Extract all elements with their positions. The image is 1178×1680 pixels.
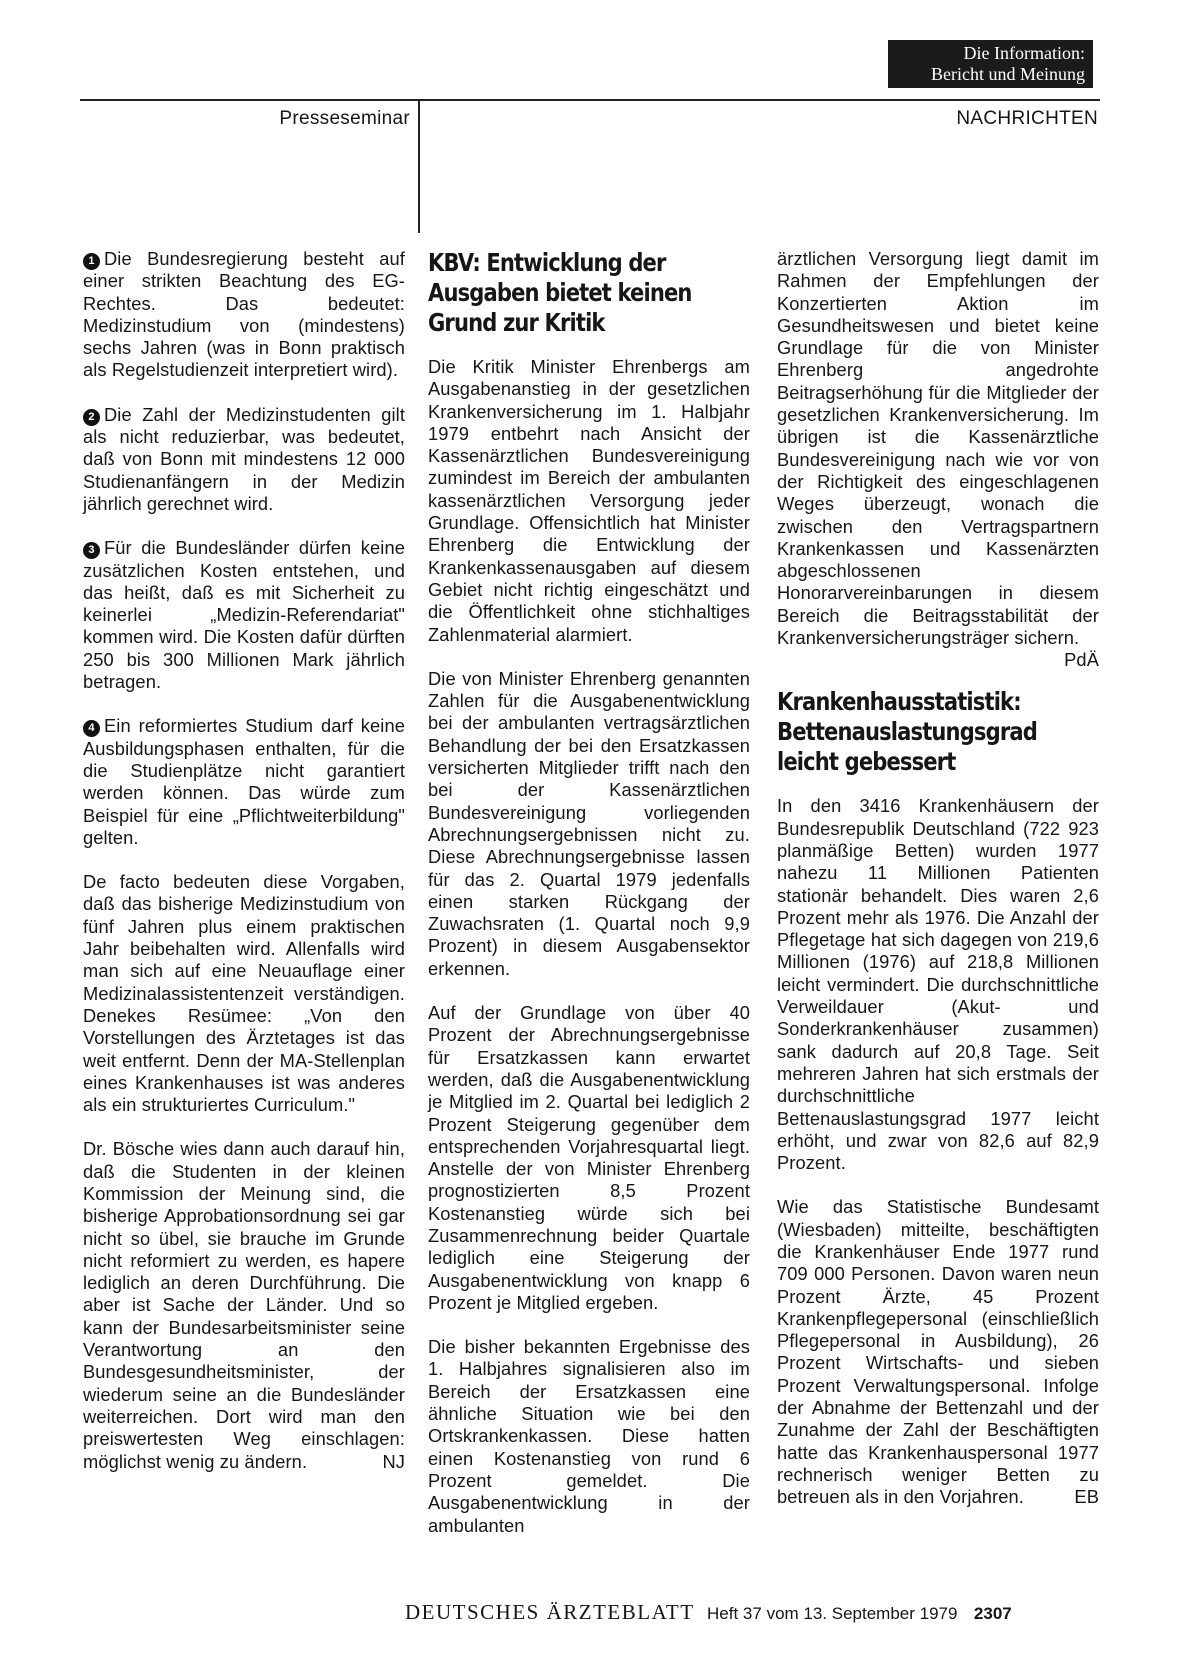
- body-paragraph: [83, 1138, 405, 1472]
- list-item-text: Ein reformiertes Studium darf keine Ausbildungsphasen enthalten, für die die Studienplätze nicht garantiert werden können. Das würde zum Beispiel für eine „Pflichtweiterbildung" gelten.: [83, 715, 405, 848]
- number-bullet-icon: 3: [83, 542, 100, 559]
- page-footer: [405, 1600, 1097, 1626]
- body-paragraph: De facto bedeuten diese Vorgaben, daß das bisherige Medizinstudium von fünf Jahren plus einem praktischen Jahr beibehalten wird. Allenfalls wird man sich auf eine Neuauflage einer Medizinalassistentenzeit verständigen. Denekes Resümee: „Von den Vorstellungen des Ärztetages ist das weit entfernt. Denn der MA-Stellenplan eines Krankenhauses ist was anderes als ein strukturiertes Curriculum.": [83, 871, 405, 1116]
- list-item: [83, 715, 405, 849]
- issue-info: Heft 37 vom 13. September 1979: [707, 1604, 958, 1623]
- section-label-right: NACHRICHTEN: [956, 108, 1098, 129]
- article-headline: Krankenhausstatistik: Bettenauslastungsgrad leicht gebessert: [777, 687, 1037, 777]
- header-rule: [80, 99, 1100, 101]
- body-paragraph: [777, 248, 1099, 671]
- list-item-text: Die Zahl der Medizinstudenten gilt als nicht reduzierbar, was bedeutet, daß von Bonn mit mindestens 12 000 Studienanfängern in der Medizin jährlich gerechnet wird.: [83, 403, 405, 514]
- page-number: 2307: [973, 1604, 1012, 1623]
- section-badge: [888, 40, 1093, 88]
- body-paragraph: In den 3416 Krankenhäusern der Bundesrepublik Deutschland (722 923 planmäßige Betten) wurden 1977 nahezu 11 Millionen Patienten stationär behandelt. Dies waren 2,6 Prozent mehr als 1976. Die Anzahl der Pflegetage hat sich dagegen von 219,6 Millionen (1976) auf 218,8 Millionen leicht vermindert. Die durchschnittliche Verweildauer (Akut- und Sonderkrankenhäuser zusammen) sank dadurch auf 20,8 Tage. Seit mehreren Jahren hat sich erstmals der durchschnittliche Bettenauslastungsgrad 1977 leicht erhöht, und zwar von 82,6 auf 82,9 Prozent.: [777, 795, 1099, 1174]
- number-bullet-icon: 1: [83, 253, 100, 270]
- body-paragraph: Auf der Grundlage von über 40 Prozent der Abrechnungsergebnisse für Ersatzkassen kann erwartet werden, daß die Ausgabenentwicklung je Mitglied im 2. Quartal bei lediglich 2 Prozent Steigerung gegenüber dem entsprechenden Vorjahresquartal liegt. Anstelle der von Minister Ehrenberg prognostizierten 8,5 Prozent Kostenanstieg würde sich bei Zusammenrechnung beider Quartale lediglich eine Steigerung der Ausgabenentwicklung von knapp 6 Prozent je Mitglied ergeben.: [428, 1002, 750, 1313]
- author-signature: PdÄ: [1064, 649, 1099, 671]
- list-item: [83, 248, 405, 382]
- body-paragraph: [777, 1196, 1099, 1508]
- column-presseseminar: [83, 248, 405, 1495]
- article-headline: KBV: Entwicklung der Ausgaben bietet keinen Grund zur Kritik: [428, 248, 692, 337]
- paragraph-text: ärztlichen Versorgung liegt damit im Rahmen der Empfehlungen der Konzertierten Aktion im Gesundheitswesen und bietet keine Grundlage für die von Minister Ehrenberg angedrohte Beitragserhöhung für die Mitglieder der gesetzlichen Krankenversicherung. Im übrigen ist die Kassenärztliche Bundesvereinigung nach wie vor von der Richtigkeit des eingeschlagenen Weges überzeugt, wonach die zwischen den Vertragspartnern Krankenkassen und Kassenärzten abgeschlossenen Honorarvereinbarungen in diesem Bereich die Beitragsstabilität der Krankenversicherungsträger sichern.: [777, 248, 1099, 649]
- number-bullet-icon: 4: [83, 720, 100, 737]
- paragraph-text: Wie das Statistische Bundesamt (Wiesbaden) mitteilte, beschäftigten die Krankenhäuser Ende 1977 rund 709 000 Personen. Davon waren neun Prozent Ärzte, 45 Prozent Krankenpflegepersonal (einschließlich Pflegepersonal in Ausbildung), 26 Prozent Wirtschafts- und sieben Prozent Verwaltungspersonal. Infolge der Abnahme der Bettenzahl und der Zunahme der Zahl der Beschäftigten hatte das Krankenhauspersonal 1977 rechnerisch weniger Betten zu betreuen als in den Vorjahren.: [777, 1196, 1099, 1508]
- header-divider: [418, 99, 420, 233]
- column-kbv-article: [428, 248, 750, 1559]
- column-right: [777, 248, 1099, 1531]
- badge-line-2: Bericht und Meinung: [931, 64, 1085, 84]
- number-bullet-icon: 2: [83, 409, 100, 426]
- journal-name: DEUTSCHES ÄRZTEBLATT: [405, 1600, 695, 1624]
- list-item-text: Die Bundesregierung besteht auf einer strikten Beachtung des EG-Rechtes. Das bedeutet: Medizinstudium von (mindestens) sechs Jahren (was in Bonn praktisch als Regelstudienzeit interpretiert wird).: [83, 248, 405, 381]
- list-item-text: Für die Bundesländer dürfen keine zusätzlichen Kosten entstehen, und das heißt, daß es mit Sicherheit zu keinerlei „Medizin-Referendariat" kommen wird. Die Kosten dafür dürften 250 bis 300 Millionen Mark jährlich betragen.: [83, 537, 405, 693]
- body-paragraph: Die von Minister Ehrenberg genannten Zahlen für die Ausgabenentwicklung bei der ambulanten vertragsärztlichen Behandlung der bei den Ersatzkassen versicherten Mitglieder trifft nach den bei der Kassenärztlichen Bundesvereinigung vorliegenden Abrechnungsergebnissen nicht zu. Diese Abrechnungsergebnisse lassen für das 2. Quartal 1979 jedenfalls einen starken Rückgang der Zuwachsraten (1. Quartal noch 9,9 Prozent) in diesem Ausgabensektor erkennen.: [428, 667, 750, 979]
- badge-line-1: Die Information:: [963, 43, 1085, 63]
- author-signature: NJ: [382, 1450, 405, 1472]
- list-item: [83, 404, 405, 515]
- section-label-left: Presseseminar: [279, 108, 410, 129]
- body-paragraph: Die Kritik Minister Ehrenbergs am Ausgabenanstieg in der gesetzlichen Krankenversicherung im 1. Halbjahr 1979 entbehrt nach Ansicht der Kassenärztlichen Bundesvereinigung zumindest im Bereich der ambulanten kassenärztlichen Versorgung jeder Grundlage. Offensichtlich hat Minister Ehrenberg die Entwicklung der Krankenkassenausgaben auf diesem Gebiet nicht richtig eingeschätzt und die Öffentlichkeit ohne stichhaltiges Zahlenmaterial alarmiert.: [428, 356, 750, 645]
- author-signature: EB: [1074, 1486, 1099, 1508]
- paragraph-text: Dr. Bösche wies dann auch darauf hin, daß die Studenten in der kleinen Kommission der Meinung sind, die bisherige Approbationsordnung sei gar nicht so übel, sie brauche im Grunde nicht reformiert zu werden, es hapere lediglich an deren Durchführung. Die aber ist Sache der Länder. Und so kann der Bundesarbeitsminister seine Verantwortung an den Bundesgesundheitsminister, der wiederum seine an die Bundesländer weiterreichen. Dort wird man den preiswertesten Weg einschlagen: möglichst wenig zu ändern.: [83, 1138, 405, 1472]
- body-paragraph: Die bisher bekannten Ergebnisse des 1. Halbjahres signalisieren also im Bereich der Ersatzkassen eine ähnliche Situation wie bei den Ortskrankenkassen. Diese hatten einen Kostenanstieg von rund 6 Prozent gemeldet. Die Ausgabenentwicklung in der ambulanten: [428, 1336, 750, 1536]
- list-item: [83, 537, 405, 693]
